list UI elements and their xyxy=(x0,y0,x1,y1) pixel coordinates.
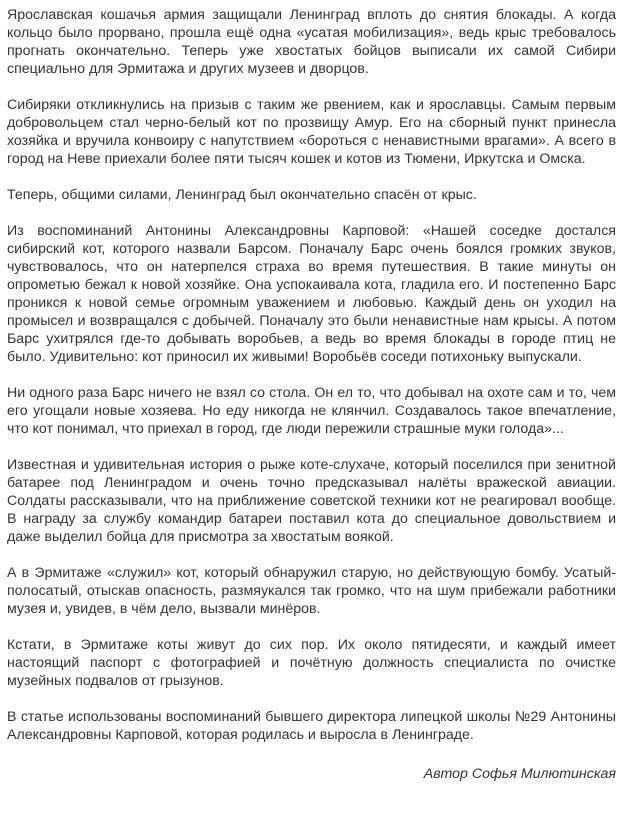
article-paragraph: В статье использованы воспоминаний бывшего директора липецкой школы №29 Антонины Александровны Карповой, которая родилась и выросла в Ленинграде. xyxy=(7,709,616,743)
article-paragraph: Теперь, общими силами, Ленинград был окончательно спасён от крыс. xyxy=(7,187,477,203)
article-body xyxy=(7,6,616,783)
article-author: Автор Софья Милютинская xyxy=(423,766,616,782)
article-paragraph: А в Эрмитаже «служил» кот, который обнаружил старую, но действующую бомбу. Усатый-полосатый, отыскав опасность, размяукался так громко, что на шум прибежали работники музея и, увидев, в чём дело, вызвали минёров. xyxy=(7,565,616,617)
article-paragraph: Известная и удивительная история о рыже коте-слухаче, который поселился при зенитной батарее под Ленинградом и очень точно предсказывал налёты вражеской авиации. Солдаты рассказывали, что на приближение советской техники кот не реагировал вообще. В награду за службу командир батареи поставил кота до специальное довольствием и даже выделил бойца для присмотра за хвостатым воякой. xyxy=(7,457,616,545)
article-paragraph: Сибиряки откликнулись на призыв с таким же рвением, как и ярославцы. Самым первым добровольцем стал черно-белый кот по прозвищу Амур. Его на сборный пункт принесла хозяйка и вручила конвоиру с напутствием «бороться с ненавистными врагами». А всего в город на Неве приехали более пяти тысяч кошек и котов из Тюмени, Иркутска и Омска. xyxy=(7,97,616,167)
article-paragraph: Ярославская кошачья армия защищали Ленинград вплоть до снятия блокады. А когда кольцо было прорвано, прошла ещё одна «усатая мобилизация», ведь крыс требовалось прогнать окончательно. Теперь уже хвостатых бойцов выписали их самой Сибири специально для Эрмитажа и других музеев и дворцов. xyxy=(7,7,616,77)
article-paragraph: Из воспоминаний Антонины Александровны Карповой: «Нашей соседке достался сибирский кот, которого назвали Барсом. Поначалу Барс очень боялся громких звуков, чувствовалось, что он натерпелся страха во время путешествия. В такие минуты он опрометью бежал к новой хозяйке. Она успокаивала кота, гладила его. И постепенно Барс проникся к новой семье огромным уважением и любовью. Каждый день он уходил на промысел и возвращался с добычей. Поначалу это были ненавистные нам крысы. А потом Барс ухитрялся где-то добывать воробьев, а ведь во время блокады в городе птиц не было. Удивительно: кот приносил их живыми! Воробьёв соседи потихоньку выпускали. xyxy=(7,223,616,365)
article-paragraph: Кстати, в Эрмитаже коты живут до сих пор. Их около пятидесяти, и каждый имеет настоящий паспорт с фотографией и почётную должность специалиста по очистке музейных подвалов от грызунов. xyxy=(7,637,616,689)
article-paragraph: Ни одного раза Барс ничего не взял со стола. Он ел то, что добывал на охоте сам и то, чем его угощали новые хозяева. Но еду никогда не клянчил. Создавалось такое впечатление, что кот понимал, что приехал в город, где люди пережили страшные муки голода»... xyxy=(7,385,616,437)
